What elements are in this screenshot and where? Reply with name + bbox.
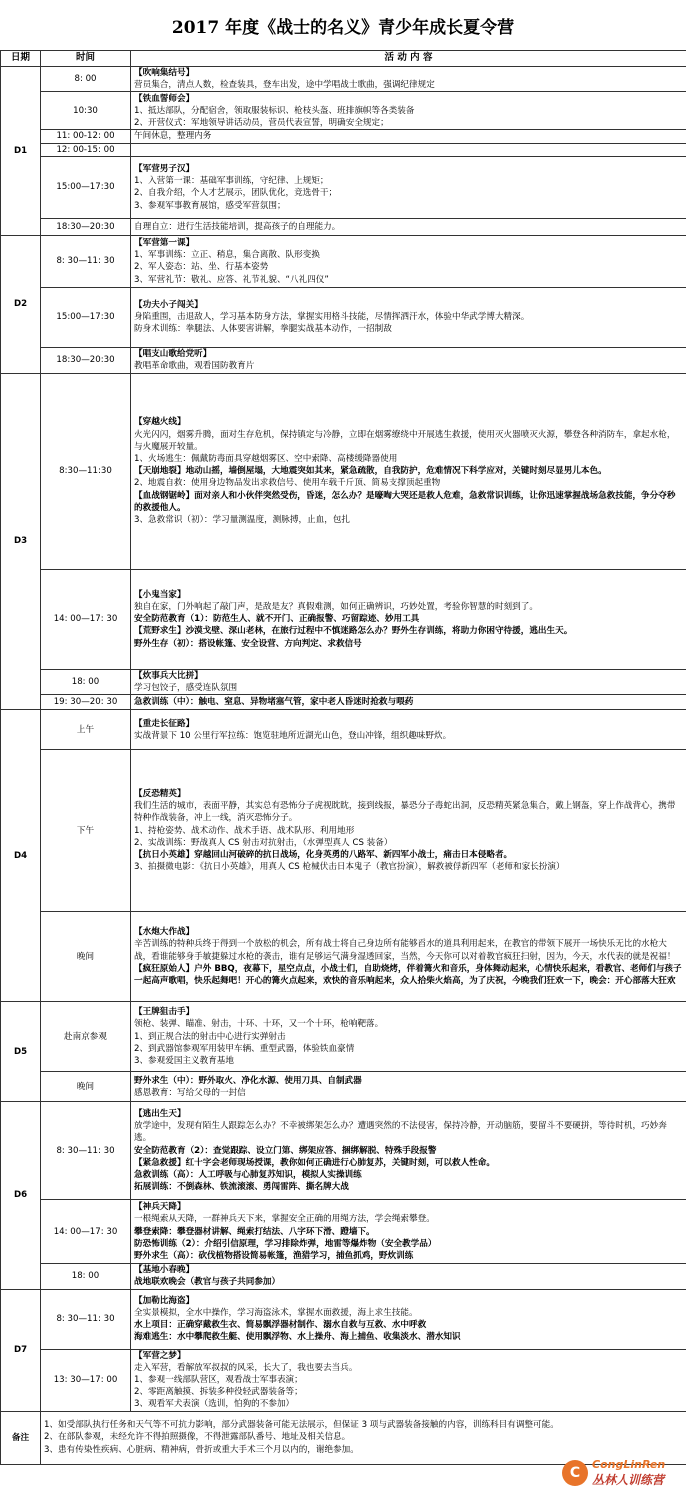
- content-cell: [131, 373, 686, 569]
- content-cell: [131, 287, 686, 347]
- activity-line: 全实景模拟，全水中操作，学习海盗泳术，掌握水面救援，海上求生技能。: [134, 1307, 418, 1318]
- activity-title: 【军营男子汉】: [134, 163, 195, 174]
- day-label: D6: [1, 1102, 41, 1289]
- activity-title: 【功夫小子闯关】: [134, 300, 203, 310]
- header-day: 日期: [1, 51, 41, 67]
- time-cell: 8: 30—11: 30: [41, 235, 131, 287]
- schedule-row: [1, 1200, 686, 1264]
- activity-title: 【军营第一课】: [134, 237, 195, 248]
- activity-title: 【铁血誓师会】: [134, 93, 195, 104]
- schedule-row: [1, 143, 686, 156]
- activity-line: 感恩教育：写给父母的一封信: [134, 1087, 246, 1098]
- schedule-row: [1, 67, 686, 92]
- activity-line: 安全防范教育（2）：查觉跟踪、设立门第、绑架应答、捆绑解脱、特殊手段报警: [134, 1145, 437, 1156]
- time-cell: 12: 00-15: 00: [41, 143, 131, 156]
- activity-line: 野外求生（高）：砍伐植物搭设简易帐篷，渔猎学习，捕鱼抓鸡，野炊训练: [134, 1251, 414, 1262]
- activity-title: 【水炮大作战】: [134, 927, 195, 938]
- content-cell: [131, 569, 686, 669]
- content-cell: [131, 143, 686, 156]
- activity-line: 2、到武器馆参观军用装甲车辆、重型武器，体验铁血豪情: [134, 1043, 355, 1054]
- schedule-row: [1, 1289, 686, 1349]
- activity-title: 【加勒比海盗】: [134, 1295, 195, 1306]
- content-cell: [131, 1200, 686, 1264]
- content-cell: [131, 710, 686, 750]
- header-content: 活 动 内 容: [131, 51, 686, 67]
- schedule-row: [1, 750, 686, 912]
- activity-line: 走入军营，看解放军叔叔的风采，长大了，我也要去当兵。: [134, 1362, 358, 1373]
- schedule-row: [1, 669, 686, 694]
- time-cell: 晚间: [41, 1072, 131, 1102]
- activity-line: 3、拍摄微电影：《抗日小英雄》，用真人 CS 枪械伏击日本鬼子（教官扮演），解救被俘新四军（老师和家长扮演）: [134, 862, 565, 873]
- activity-line: 3、参观军事教育展馆，感受军营氛围；: [134, 200, 286, 211]
- activity-title: 【唱支山歌给党听】: [134, 349, 212, 360]
- activity-line: 1、军事训练：立正、稍息，集合离散、队形变换: [134, 250, 320, 261]
- activity-line: 【疯狂原始人】户外 BBQ，夜幕下，星空点点，小战士们，自助烧烤，伴着篝火和音乐，身体舞动起来，心情快乐起来，看教官、老师们与孩子一起高声歌唱，快乐起舞吧！开心的篝火点起来，欢快的音乐响起来，众人拾柴火焰高，为了庆祝，今晚我们狂欢一下，晚会：开心部落大狂欢: [134, 963, 682, 987]
- activity-line: 教唱革命歌曲，观看国防教育片: [134, 361, 255, 372]
- activity-line: 午间休息，整理内务: [134, 131, 212, 142]
- note-item: 1、如受部队执行任务和天气等不可抗力影响，部分武器装备可能无法展示，但保证 3 项与武器装备接触的内容，训练科目有调整可能。: [44, 1420, 559, 1431]
- note-item: 2、在部队参观，未经允许不得拍照摄像，不得泄露部队番号、地址及相关信息。: [44, 1432, 351, 1443]
- schedule-row: [1, 569, 686, 669]
- activity-line: 放学途中，发现有陌生人跟踪怎么办？不幸被绑架怎么办？遭遇突然的不法侵害，保持冷静，开动脑筋，要留斗不要硬拼，等待时机，巧妙奔逃。: [134, 1121, 667, 1144]
- content-cell: [131, 235, 686, 287]
- time-cell: 8:30—11:30: [41, 373, 131, 569]
- activity-title: 【王牌狙击手】: [134, 1007, 195, 1018]
- activity-line: 辛苦训练的特种兵终于得到一个放松的机会，所有战士将自己身边所有能够舀水的道具利用起来，在教官的带领下展开一场快乐无比的水枪大战，看谁能够身手敏捷躲过水枪的袭击，谁有足够运气满身湿透回家，当然，今天你可以对着教官疯狂扫射，因为，今天，水代表的就是祝福！: [134, 939, 676, 962]
- activity-line: 2、军人姿态：站、坐、行基本姿势: [134, 262, 269, 273]
- activity-line: 【天崩地裂】地动山摇，墙倒屋塌，大地震突如其来，紧急疏散，自我防护，危难情况下科学应对，关键时刻尽显男儿本色。: [134, 466, 607, 477]
- activity-line: 【荒野求生】沙漠戈壁、深山老林，在旅行过程中不慎迷路怎么办？野外生存训练，将助力你困守待援，逃出生天。: [134, 626, 573, 637]
- header-row: [1, 51, 686, 67]
- schedule-row: [1, 92, 686, 130]
- activity-line: 我们生活的城市，表面平静，其实总有恐怖分子虎视眈眈，接到线报，暴恐分子毒蛇出洞，反恐精英紧急集合，戴上钢盔，穿上作战背心，携带特种作战装备，冲上一线，消灭恐怖分子。: [134, 801, 676, 824]
- activity-line: 防身术训练：拳腿法、人体要害讲解，拳腿实战基本动作，一招制敌: [134, 324, 392, 335]
- activity-line: 火光闪闪，烟雾升腾，面对生存危机，保持镇定与冷静，立即在烟雾缭绕中开展逃生救援，使用灭火器喷灭火源，攀登各种消防车，拿起水枪，与火魔展开较量。: [134, 429, 676, 452]
- content-cell: [131, 1289, 686, 1349]
- day-label: D5: [1, 1002, 41, 1102]
- activity-title: 【炊事兵大比拼】: [134, 670, 203, 681]
- time-cell: 赴南京参观: [41, 1002, 131, 1072]
- time-cell: 晚间: [41, 912, 131, 1002]
- activity-title: 【穿越火线】: [134, 417, 186, 428]
- activity-line: 一根绳索从天降，一群神兵天下来，掌握安全正确的用绳方法，学会绳索攀登。: [134, 1214, 435, 1225]
- schedule-row: [1, 1264, 686, 1289]
- schedule-row: [1, 287, 686, 347]
- content-cell: [131, 92, 686, 130]
- content-cell: [131, 750, 686, 912]
- content-cell: [131, 156, 686, 218]
- time-cell: 11: 00-12: 00: [41, 130, 131, 143]
- activity-title: 【军营之梦】: [134, 1350, 186, 1361]
- activity-line: 急救训练（中）：触电、窒息、异物堵塞气管，家中老人昏迷时抢救与喂药: [134, 697, 414, 708]
- activity-line: 1、入营第一课：基础军事训练，守纪律、上规矩；: [134, 176, 329, 187]
- activity-title: 【逃出生天】: [134, 1109, 186, 1119]
- content-cell: [131, 695, 686, 710]
- activity-line: 1、火场逃生：佩戴防毒面具穿越烟雾区、空中索降、高楼缓降器使用: [134, 454, 398, 464]
- note-item: 3、患有传染性疾病、心脏病、精神病，骨折或重大手术三个月以内的，谢绝参加。: [44, 1444, 359, 1455]
- schedule-table: [0, 50, 686, 1465]
- schedule-row: [1, 1102, 686, 1200]
- activity-line: 【血战钢锯岭】面对亲人和小伙伴突然受伤，昏迷，怎么办？是嚎啕大哭还是救人危难，急救常识训练，让你迅速掌握战场急救技能，争分夺秒的救援他人。: [134, 490, 676, 513]
- activity-line: 1、参观一线部队营区，观看战士军事表演；: [134, 1375, 303, 1386]
- brand-watermark: [562, 1452, 682, 1494]
- content-cell: [131, 218, 686, 235]
- time-cell: 上午: [41, 710, 131, 750]
- activity-line: 2、零距离触摸、拆装多种役轻武器装备等；: [134, 1387, 303, 1398]
- schedule-row: [1, 1349, 686, 1411]
- schedule-row: [1, 912, 686, 1002]
- activity-line: 学习包饺子，感受连队氛围: [134, 683, 238, 694]
- activity-line: 【紧急救援】红十字会老师现场授课，教你如何正确进行心肺复苏，关键时刻，可以救人性命。: [134, 1157, 495, 1168]
- time-cell: 15:00—17:30: [41, 156, 131, 218]
- activity-line: 拓展训练：不倒森林、铁流滚滚、勇闯雷阵、撕名牌大战: [134, 1182, 349, 1193]
- time-cell: 18:30—20:30: [41, 347, 131, 373]
- activity-line: 急救训练（高）：人工呼吸与心肺复苏知识，模拟人实操训练: [134, 1170, 362, 1181]
- header-time: 时间: [41, 51, 131, 67]
- content-cell: [131, 67, 686, 92]
- content-cell: [131, 1102, 686, 1200]
- schedule-row: [1, 218, 686, 235]
- content-cell: [131, 347, 686, 373]
- activity-line: 2、地震自救：使用身边物品发出求救信号、使用车载千斤顶、简易支撑顶起重物: [134, 478, 441, 489]
- activity-line: 2、自我介绍，个人才艺展示，团队优化，竞选骨干；: [134, 188, 338, 199]
- content-cell: [131, 1072, 686, 1102]
- activity-line: 野外生存（初）：搭设帐篷、安全设营、方向判定、求救信号: [134, 638, 362, 649]
- time-cell: 14: 00—17: 30: [41, 1200, 131, 1264]
- document-title: 2017 年度《战士的名义》青少年成长夏令营: [171, 17, 515, 38]
- day-label: D4: [1, 710, 41, 1002]
- schedule-row: [1, 156, 686, 218]
- time-cell: 8: 30—11: 30: [41, 1289, 131, 1349]
- activity-line: 身陷重围，击退敌人，学习基本防身方法，掌握实用格斗技能，尽情挥洒汗水，体验中华武学博大精深。: [134, 312, 530, 323]
- time-cell: 13: 30—17: 00: [41, 1349, 131, 1411]
- time-cell: 15:00—17:30: [41, 287, 131, 347]
- activity-title: 【反恐精英】: [134, 789, 186, 799]
- content-cell: [131, 1349, 686, 1411]
- schedule-row: [1, 1072, 686, 1102]
- activity-line: 3、急救常识（初）：学习量测温度，测脉搏，止血，包扎: [134, 515, 351, 526]
- time-cell: 14: 00—17: 30: [41, 569, 131, 669]
- content-cell: [131, 130, 686, 143]
- time-cell: 18: 00: [41, 669, 131, 694]
- activity-line: 1、持枪姿势、战术动作、战术手语、战术队形、利用地形: [134, 825, 355, 836]
- content-cell: [131, 1264, 686, 1289]
- activity-line: 3、观看军犬表演（选训，怕狗的不参加）: [134, 1399, 295, 1410]
- time-cell: 8: 30—11: 30: [41, 1102, 131, 1200]
- schedule-row: [1, 710, 686, 750]
- content-cell: [131, 912, 686, 1002]
- time-cell: 下午: [41, 750, 131, 912]
- activity-line: 安全防范教育（1）：防范生人、就不开门、正确报警、巧留踪迹、妙用工具: [134, 614, 420, 625]
- time-cell: 18: 00: [41, 1264, 131, 1289]
- schedule-row: [1, 235, 686, 287]
- time-cell: 8: 00: [41, 67, 131, 92]
- notes-label: 备注: [1, 1411, 41, 1464]
- day-label: D2: [1, 235, 41, 373]
- schedule-row: [1, 347, 686, 373]
- activity-line: 攀登索降：攀登器材讲解、绳索打结法、八字环下滑、蹬墙下。: [134, 1226, 375, 1237]
- activity-title: 【神兵天降】: [134, 1202, 186, 1213]
- time-cell: 18:30—20:30: [41, 218, 131, 235]
- brand-name-cn: 丛林人训练营: [592, 1473, 665, 1487]
- brand-name-en: CongLinRen: [592, 1458, 666, 1471]
- brand-logo-icon: C: [562, 1460, 588, 1486]
- activity-line: 海难逃生：水中攀爬救生艇、使用飘浮物、水上操舟、海上捕鱼、收集淡水、潜水知识: [134, 1332, 461, 1343]
- activity-line: 【抗日小英雄】穿越回山河破碎的抗日战场，化身英勇的八路军、新四军小战士，痛击日本侵略者。: [134, 850, 513, 861]
- activity-line: 战地联欢晚会（教官与孩子共同参加）: [134, 1277, 281, 1288]
- content-cell: [131, 1002, 686, 1072]
- activity-line: 2、实战训练：野战真人 CS 射击对抗射击，（水弹型真人 CS 装备）: [134, 837, 393, 848]
- activity-line: 领枪、装弹、瞄准、射击，十环、十环，又一个十环，枪响靶落。: [134, 1019, 384, 1030]
- activity-line: 实战背景下 10 公里行军拉练：饱览驻地所近湖光山色，登山冲锋，组织趣味野炊。: [134, 730, 452, 741]
- activity-title: 【重走长征路】: [134, 718, 195, 729]
- activity-line: 独自在家，门外响起了敲门声，是敌是友？真假难测，如何正确辨识，巧妙处置，考验你智慧的时刻到了。: [134, 602, 538, 612]
- activity-line: 1、到正规合法的射击中心进行实弹射击: [134, 1031, 286, 1042]
- day-label: D7: [1, 1289, 41, 1411]
- activity-line: 3、参观爱国主义教育基地: [134, 1056, 234, 1067]
- activity-line: 野外求生（中）：野外取火、净化水源、使用刀具、自制武器: [134, 1075, 362, 1086]
- time-cell: 19: 30—20: 30: [41, 695, 131, 710]
- activity-line: 防恐怖训练（2）：介绍引信原理，学习排除炸弹，地雷等爆炸物（安全教学品）: [134, 1238, 437, 1249]
- day-label: D1: [1, 67, 41, 236]
- activity-line: 3、军营礼节：敬礼、应答、礼节礼貌、“八礼四仪”: [134, 274, 329, 285]
- schedule-row: [1, 130, 686, 143]
- activity-line: 1、抵达部队，分配宿舍，领取服装标识、枪枝头盔、班排旗帜等各类装备: [134, 105, 415, 116]
- activity-title: 【基地小春晚】: [134, 1265, 195, 1276]
- time-cell: 10:30: [41, 92, 131, 130]
- activity-title: 【小鬼当家】: [134, 589, 186, 600]
- activity-line: 2、开营仪式：军地领导讲话动员，营员代表宣誓，明确安全规定；: [134, 118, 389, 128]
- activity-line: 自理自立：进行生活技能培训，提高孩子的自理能力。: [134, 221, 341, 232]
- schedule-row: [1, 373, 686, 569]
- schedule-row: [1, 695, 686, 710]
- day-label: D3: [1, 373, 41, 709]
- schedule-row: [1, 1002, 686, 1072]
- activity-line: 营员集合，清点人数，检查装具，登车出发，途中学唱战士歌曲，强调纪律规定: [134, 80, 435, 91]
- activity-line: 水上项目：正确穿戴救生衣、简易飘浮器材制作、溺水自救与互救、水中呼救: [134, 1320, 427, 1331]
- activity-title: 【吹响集结号】: [134, 68, 195, 78]
- content-cell: [131, 669, 686, 694]
